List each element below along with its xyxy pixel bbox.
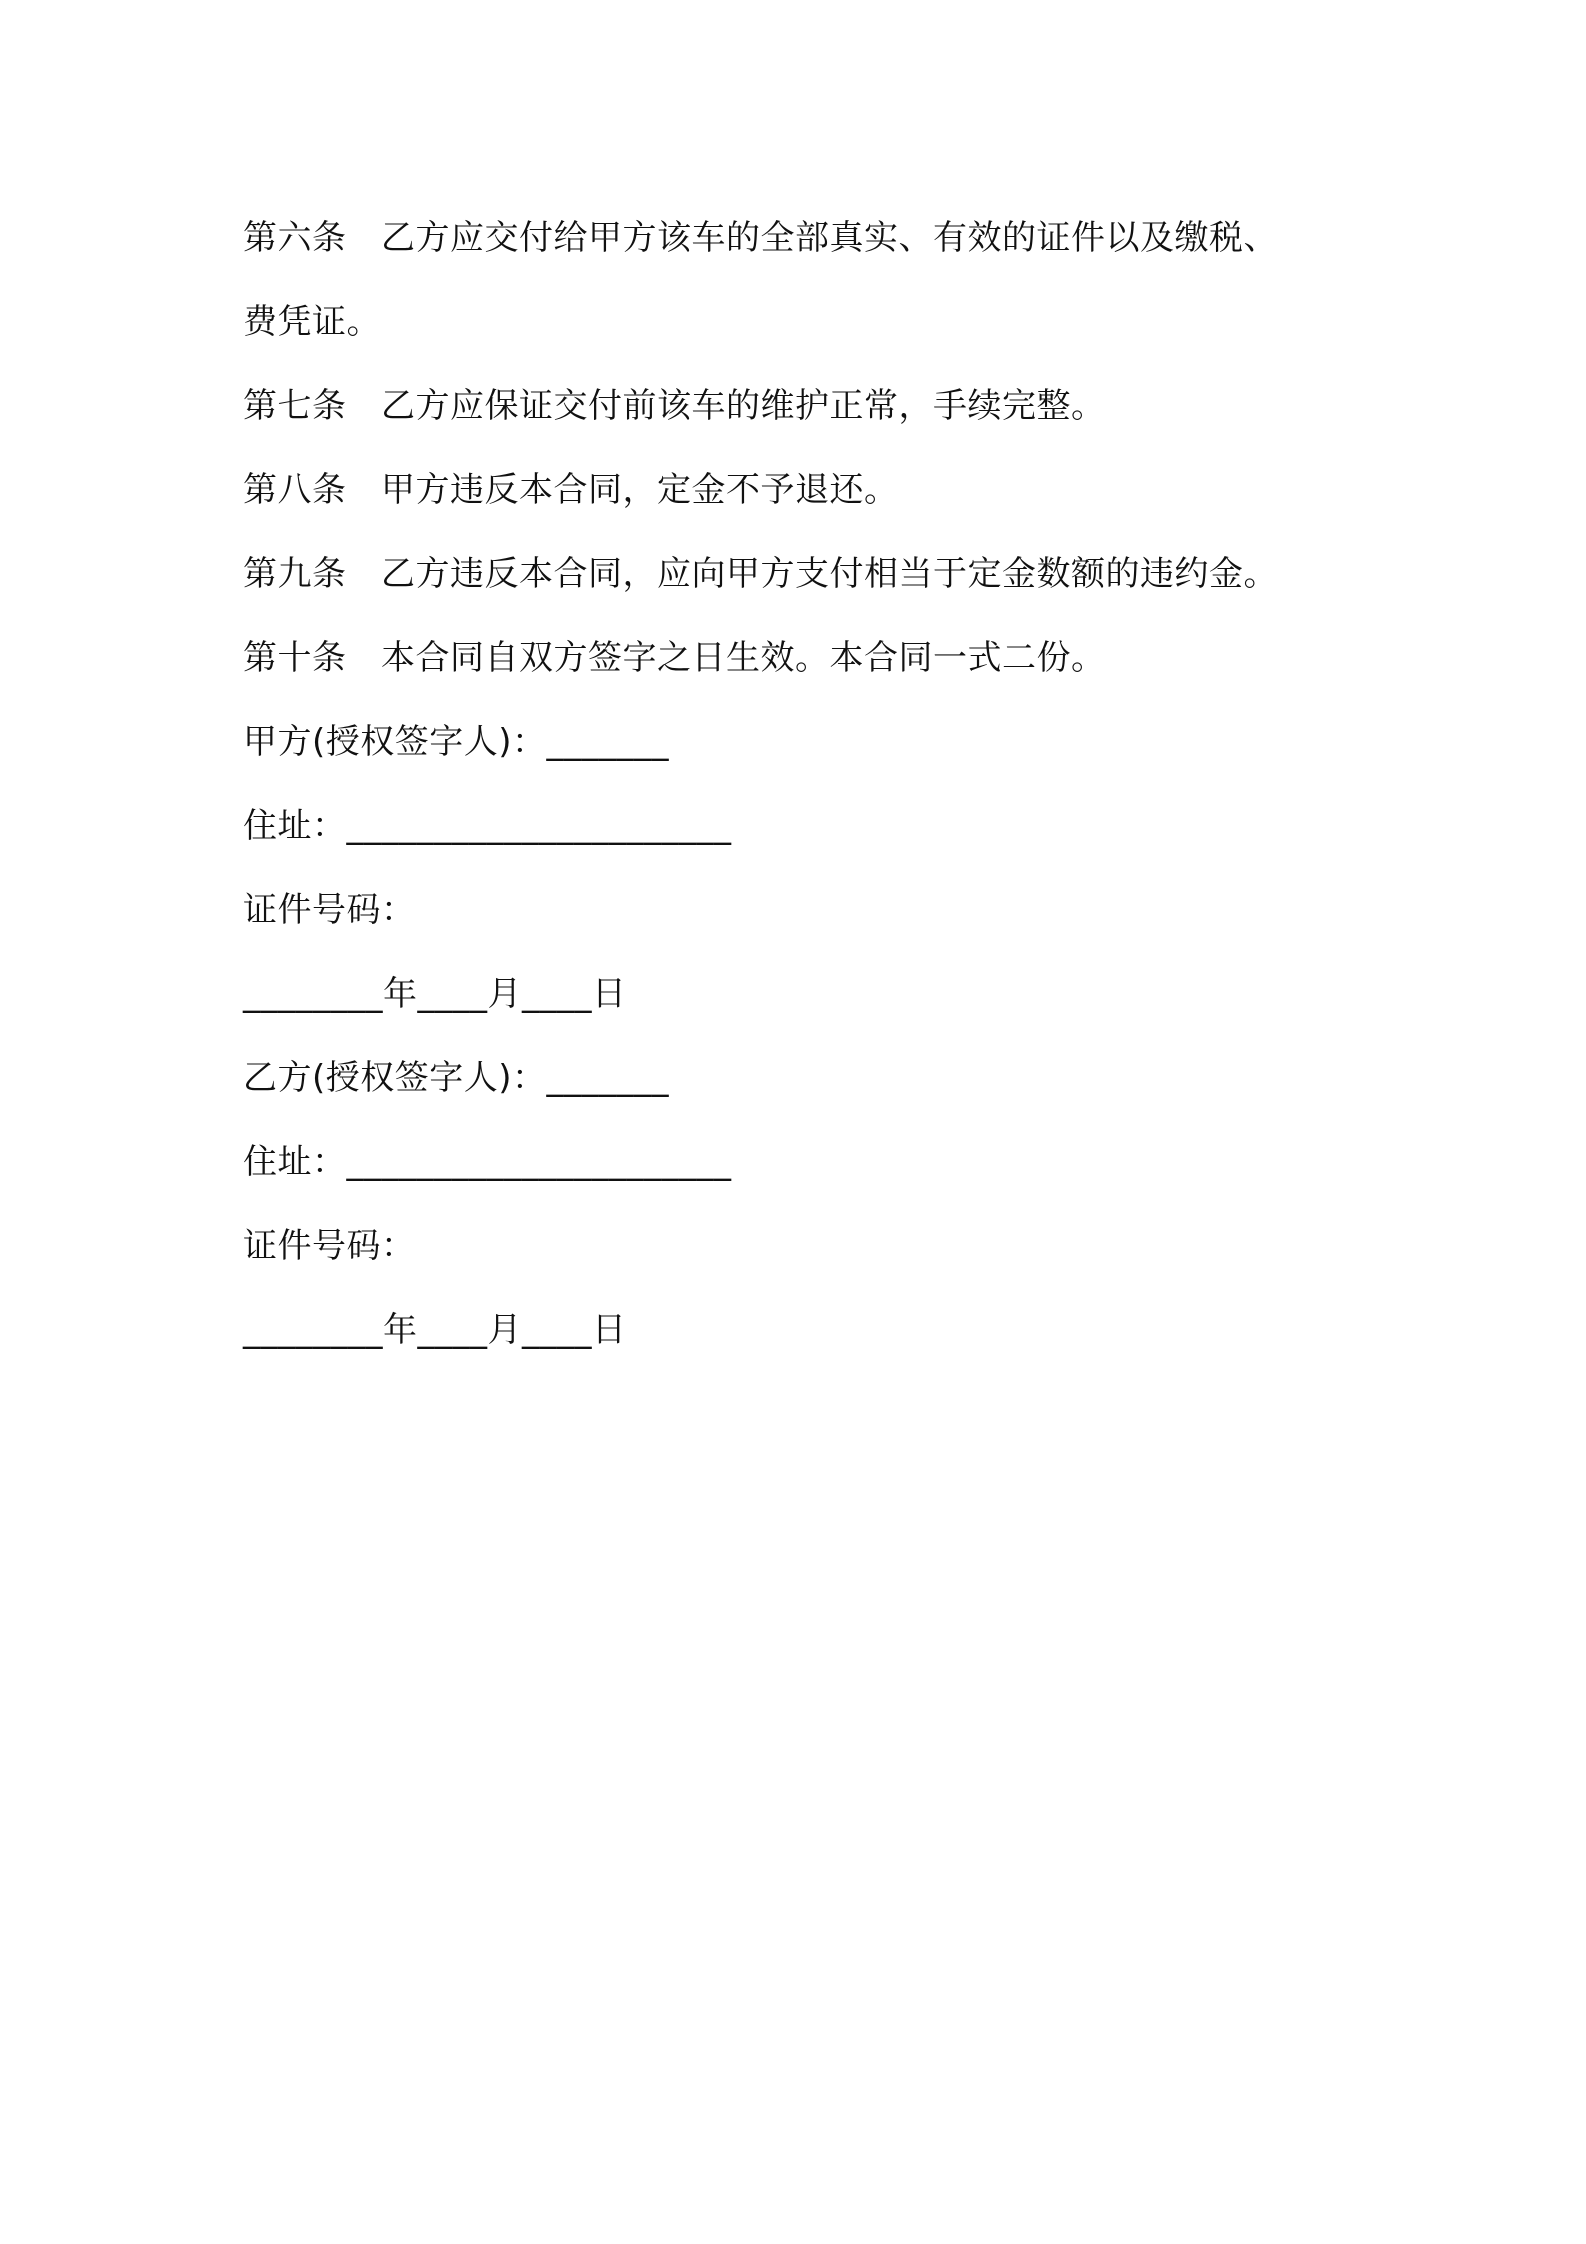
party-a-signatory: 甲方(授权签字人)：_______ xyxy=(243,722,670,762)
article-8: 第八条 甲方违反本合同，定金不予退还。 xyxy=(243,470,899,510)
party-a-id-number: 证件号码： xyxy=(243,890,416,930)
party-a-date: ________年____月____日 xyxy=(243,974,627,1014)
party-b-date: ________年____月____日 xyxy=(243,1310,627,1350)
article-10: 第十条 本合同自双方签字之日生效。本合同一式二份。 xyxy=(243,638,1106,678)
party-a-address: 住址：______________________ xyxy=(243,806,732,846)
article-6-line-1: 第六条 乙方应交付给甲方该车的全部真实、有效的证件以及缴税、 xyxy=(243,218,1278,258)
article-7: 第七条 乙方应保证交付前该车的维护正常，手续完整。 xyxy=(243,386,1106,426)
party-b-signatory: 乙方(授权签字人)：_______ xyxy=(243,1058,670,1098)
document-body xyxy=(243,196,1393,1372)
party-b-address: 住址：______________________ xyxy=(243,1142,732,1182)
article-9: 第九条 乙方违反本合同，应向甲方支付相当于定金数额的违约金。 xyxy=(243,554,1278,594)
article-6-line-2: 费凭证。 xyxy=(243,302,381,342)
party-b-id-number: 证件号码： xyxy=(243,1226,416,1266)
